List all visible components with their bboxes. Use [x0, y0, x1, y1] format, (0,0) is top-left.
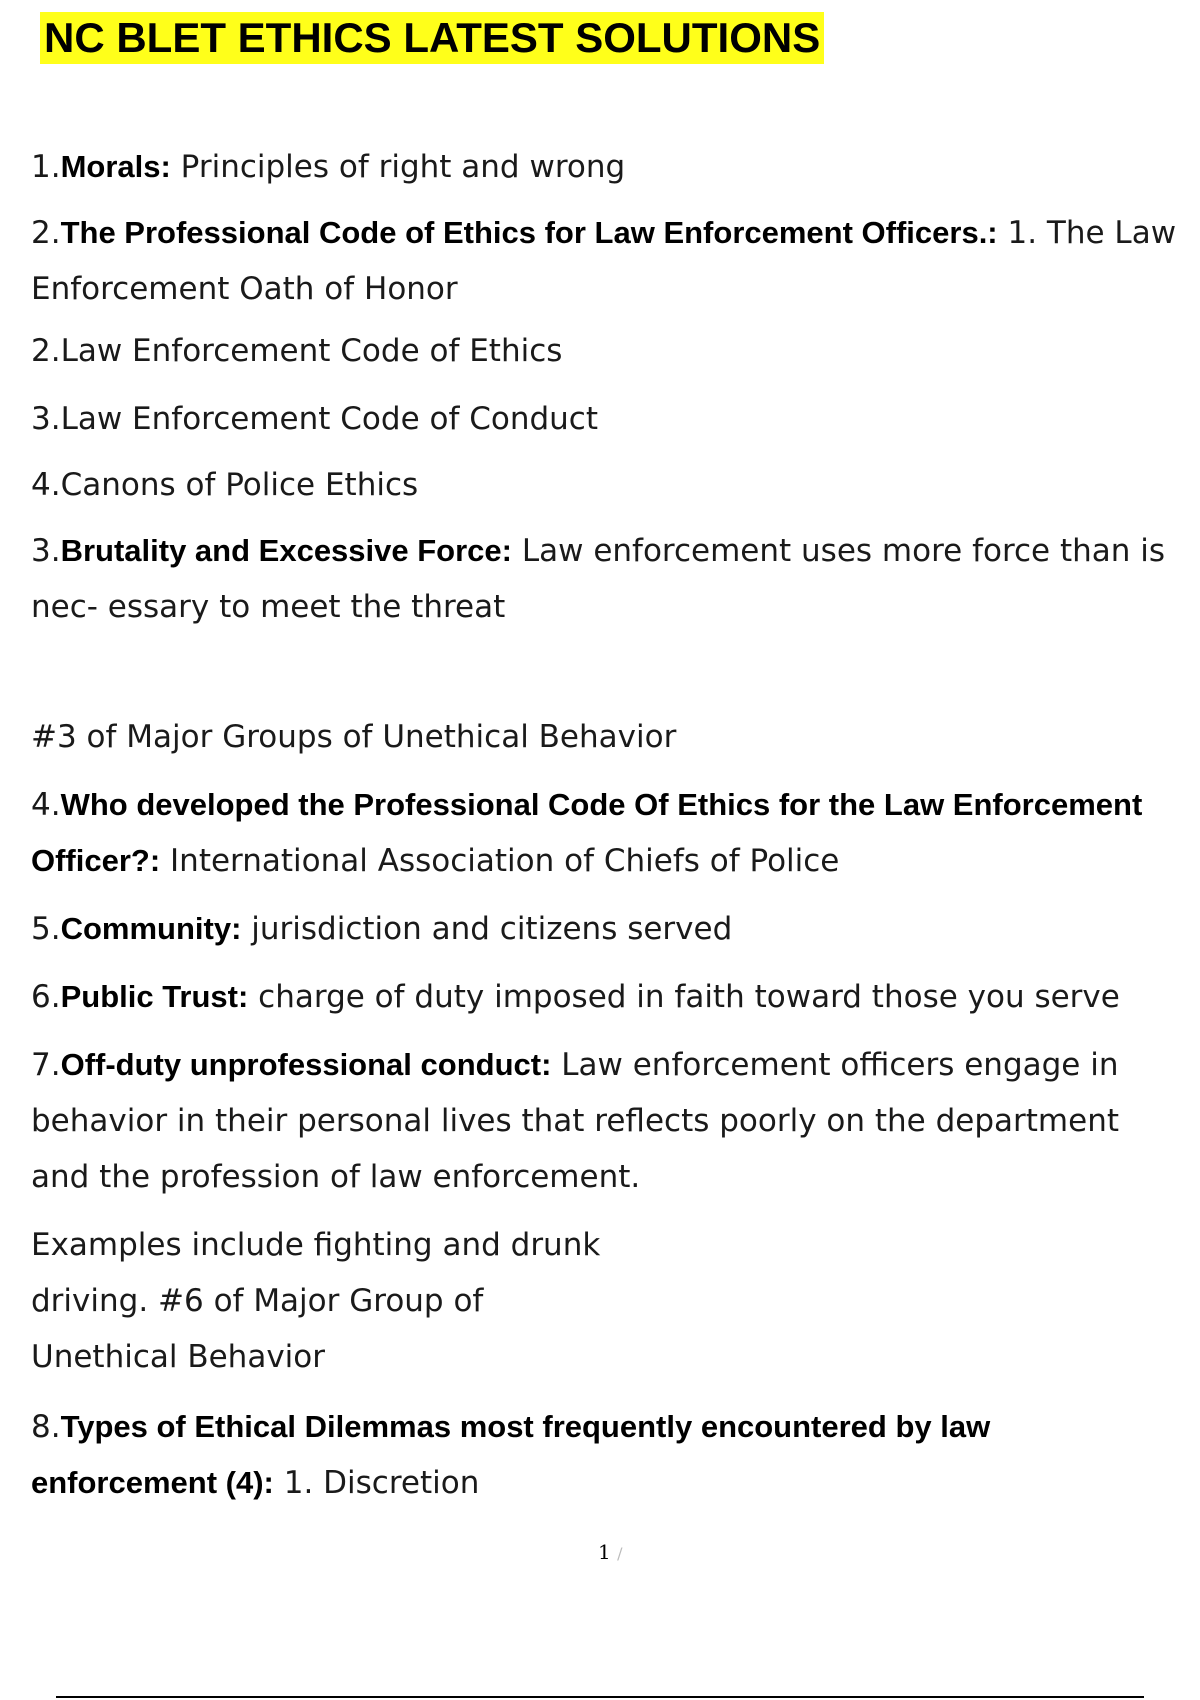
- entry-definition: charge of duty imposed in faith toward those you serve: [248, 979, 1120, 1015]
- entry-definition: jurisdiction and citizens served: [241, 911, 733, 947]
- entry-definition: 1. The Law Enforcement Oath of Honor: [31, 215, 1177, 307]
- entry-term: Brutality and Excessive Force:: [60, 533, 512, 568]
- entry-definition: International Association of Chiefs of Police: [160, 843, 840, 879]
- entry-number: 1.: [31, 149, 61, 185]
- entry-number: 7.: [31, 1047, 61, 1083]
- document-body: [31, 139, 1181, 1511]
- entry-term: Off-duty unprofessional conduct:: [60, 1047, 552, 1082]
- entry-note: [31, 709, 1181, 765]
- page-number: [598, 1540, 622, 1564]
- entry-number: 4.: [31, 787, 61, 823]
- entry-term: Community:: [60, 911, 242, 946]
- entry-term: Morals:: [60, 149, 171, 184]
- entry-morals: [31, 139, 1181, 195]
- entry-number: 3.: [31, 533, 61, 569]
- page-number-value: 1: [598, 1540, 611, 1564]
- entry-number: 8.: [31, 1409, 61, 1445]
- entry-professional-code: [31, 205, 1181, 317]
- footer-divider: [56, 1696, 1144, 1698]
- entry-term: The Professional Code of Ethics for Law Enforcement Officers.:: [60, 215, 998, 250]
- entry-number: 6.: [31, 979, 61, 1015]
- entry-definition: #3 of Major Groups of Unethical Behavior: [31, 719, 677, 755]
- page-title: NC BLET ETHICS LATEST SOLUTIONS: [40, 12, 824, 64]
- entry-line: Examples include fighting and drunk: [31, 1227, 601, 1263]
- entry-line: driving. #6 of Major Group of: [31, 1283, 484, 1319]
- entry-line: Unethical Behavior: [31, 1339, 325, 1375]
- entry-term: Who developed the Professional Code Of Ethics for the Law Enforcement Officer?:: [31, 787, 1143, 878]
- entry-number: 3.: [31, 401, 61, 437]
- entry-number: 5.: [31, 911, 61, 947]
- entry-ethical-dilemmas: [31, 1399, 1181, 1511]
- entry-definition: Principles of right and wrong: [170, 149, 626, 185]
- entry-number: 2.: [31, 215, 61, 251]
- entry-brutality: [31, 523, 1181, 635]
- entry-examples: [31, 1217, 1181, 1385]
- list-item: [31, 457, 1181, 513]
- list-item: [31, 391, 1181, 447]
- entry-definition: Law enforcement uses more force than is nec- essary to meet the threat: [31, 533, 1166, 625]
- entry-definition: Law Enforcement Code of Conduct: [60, 401, 599, 437]
- entry-definition: Law enforcement officers engage in behavior in their personal lives that reflects poorly on the department and the profession of law enforcement.: [31, 1047, 1119, 1195]
- entry-public-trust: [31, 969, 1181, 1025]
- page-number-suffix: /: [617, 1544, 623, 1563]
- list-item: [31, 323, 1181, 379]
- entry-term: Types of Ethical Dilemmas most frequently encountered by law enforcement (4):: [31, 1409, 991, 1500]
- entry-number: 4.: [31, 467, 61, 503]
- entry-definition: 1. Discretion: [273, 1465, 480, 1501]
- entry-term: Public Trust:: [60, 979, 249, 1014]
- entry-definition: Law Enforcement Code of Ethics: [60, 333, 563, 369]
- entry-community: [31, 901, 1181, 957]
- entry-number: 2.: [31, 333, 61, 369]
- entry-definition: Canons of Police Ethics: [60, 467, 419, 503]
- entry-who-developed: [31, 777, 1181, 889]
- entry-off-duty: [31, 1037, 1181, 1205]
